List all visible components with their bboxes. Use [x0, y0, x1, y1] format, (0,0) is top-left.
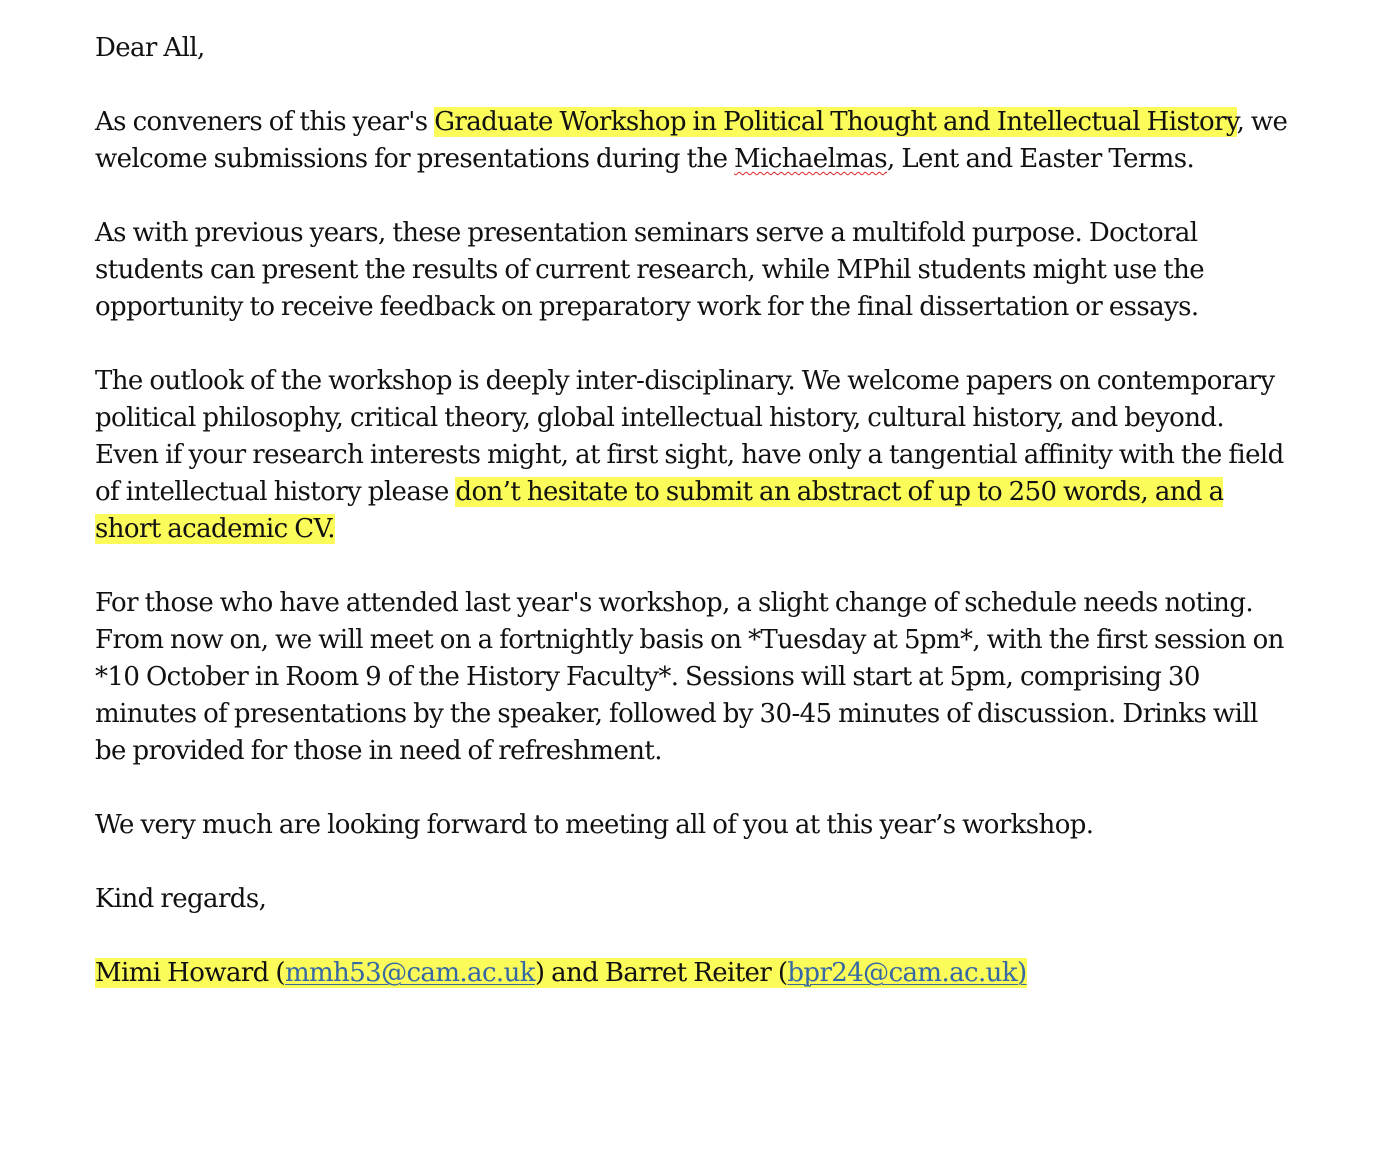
closing: Kind regards, [95, 884, 267, 914]
highlight-workshop-title: Graduate Workshop in Political Thought and Intellectual History [434, 107, 1237, 137]
letter-body [95, 30, 1290, 1029]
paragraph-intro [95, 104, 1290, 178]
greeting: Dear All, [95, 33, 205, 63]
paragraph-schedule: For those who have attended last year's workshop, a slight change of schedule needs noting. From now on, we will meet on a fortnightly basis on *Tuesday at 5pm*, with the first session on *10 October in Room 9 of the History Faculty*. Sessions will start at 5pm, comprising 30 minutes of presentations by the speaker, followed by 30-45 minutes of discussion. Drinks will be provided for those in need of refreshment. [95, 588, 1284, 766]
paragraph-purpose: As with previous years, these presentation seminars serve a multifold purpose. Doctoral students can present the results of current research, while MPhil students might use the opportunity to receive feedback on preparatory work for the final dissertation or essays. [95, 218, 1205, 322]
spellcheck-flagged-word[interactable]: Michaelmas [734, 144, 887, 174]
email-link-mimi[interactable]: mmh53@cam.ac.uk [284, 958, 535, 988]
paragraph-outlook [95, 363, 1290, 548]
intro-text-start: As conveners of this year's [95, 107, 435, 137]
signature-highlight [95, 958, 1027, 988]
paragraph-looking-forward: We very much are looking forward to meeting all of you at this year’s workshop. [95, 810, 1094, 840]
intro-text-mid: , we welcome submissions for presentations during the [95, 107, 1288, 174]
signature [95, 955, 1290, 992]
signature-name-2: ) and Barret Reiter ( [534, 958, 788, 988]
outlook-text: The outlook of the workshop is deeply inter-disciplinary. We welcome papers on contemporary political philosophy, critical theory, global intellectual history, cultural history, and beyond. Even if your research interests might, at first sight, have only a tangential affinity with the field of intellectual history please [95, 366, 1284, 507]
intro-text-end: , Lent and Easter Terms. [887, 144, 1195, 174]
email-link-barret[interactable]: bpr24@cam.ac.uk) [787, 958, 1027, 988]
signature-name-1: Mimi Howard ( [95, 958, 285, 988]
highlight-submission-request: don’t hesitate to submit an abstract of up to 250 words, and a short academic CV. [95, 477, 1224, 544]
